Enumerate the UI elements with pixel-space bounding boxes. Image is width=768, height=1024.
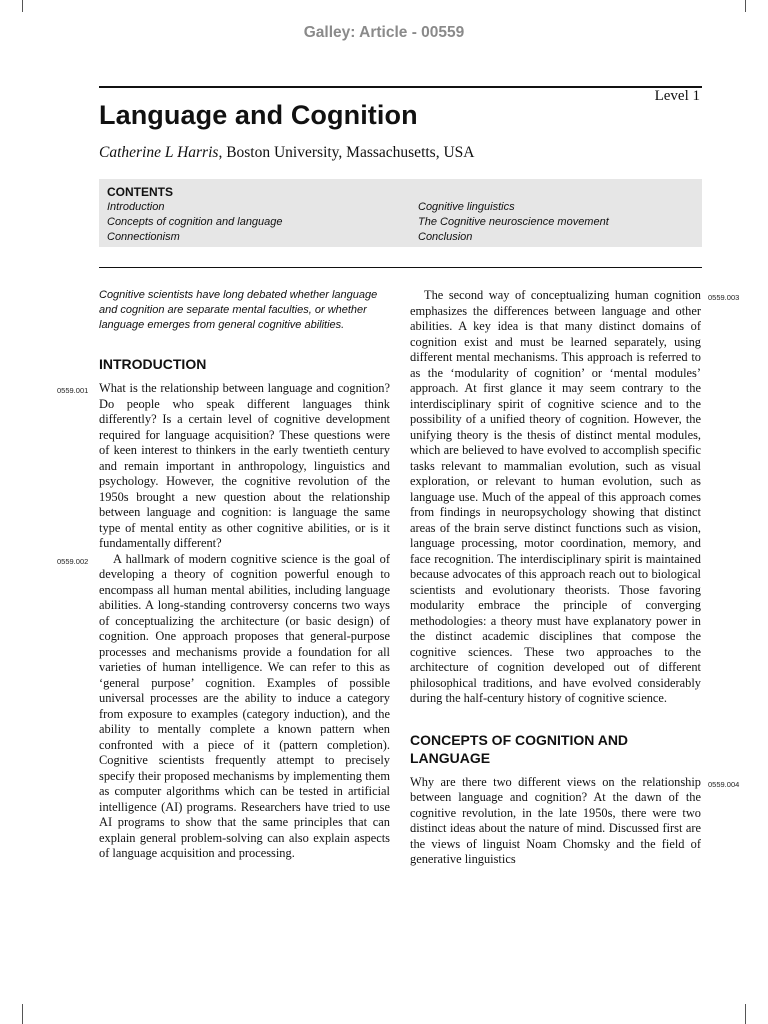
paragraph <box>57 551 390 862</box>
galley-header: Galley: Article - 00559 <box>303 24 465 41</box>
section-heading-concepts: CONCEPTS OF COGNITION AND LANGUAGE <box>410 731 629 766</box>
author-name: Catherine L Harris <box>99 144 219 161</box>
paragraph-id: 0559.003 <box>708 293 740 302</box>
crop-mark-top-left <box>22 0 23 12</box>
paragraph-text: The second way of conceptualizing human cognition emphasizes the differences between language and other abilities. A key idea is that many distinct domains of cognition exist and must be learned separately, using different mental mechanisms. This approach is referred to as the ‘modularity of cognition’ or ‘mental modules’ approach. At first glance it may seem contrary to the interdisciplinary spirit of cognitive science and to the possibility of a unified theory of cognition. However, the unifying theory is the thesis of distinct mental modules, which are believed to have evolved to accomplish specific tasks relevant to mammalian evolution, such as visual exploration, or relevant to human evolution, such as language use. Much of the appeal of this approach comes from findings in neuropsychology showing that distinct areas of the brain serve distinct functions such as vision, language processing, motor coordination, memory, and face recognition. The interdisciplinary spirit is maintained because advocates of this approach reach out to biological scientists and evolutionary theorists. Those favoring modularity embrace the principle of converging methodologies: a theory must have explanatory power in the distinct academic disciplines that compose the cognitive sciences. These two approaches to the architecture of cognition developed out of different philosophical traditions, and have evolved considerably during the half-century history of cognitive science. <box>410 288 701 705</box>
contents-item[interactable]: Introduction <box>107 201 165 213</box>
contents-item[interactable]: Conclusion <box>418 231 473 243</box>
section-rule <box>99 267 702 268</box>
paragraph <box>410 774 740 868</box>
paragraph-text: A hallmark of modern cognitive science is the goal of developing a theory of cognition powerful enough to encompass all human mental abilities, including language abilities. A long-standing controversy concerns two ways of conceptualizing the architecture (or basic design) of cognition. One approach proposes that general-purpose processes and mechanisms provide a foundation for all varieties of human intelligence. We can refer to this as ‘general purpose’ cognition. Examples of possible universal processes are the ability to induce a category from exposure to examples (category induction), and the ability to mentally complete a known pattern when confronted with a piece of it (pattern completion). Cognitive scientists frequently attempt to precisely specify their proposed mechanisms by implementing them as computer algorithms which can be tested in artificial intelligence (AI) programs. Researchers have tried to use AI programs to show that the same principles that can explain general problem-solving can also explain aspects of language acquisition and processing. <box>99 551 390 860</box>
paragraph-id: 0559.001 <box>57 386 89 395</box>
contents-box <box>99 179 702 247</box>
contents-item[interactable]: Cognitive linguistics <box>418 201 515 213</box>
paragraph <box>57 381 390 552</box>
contents-list-right <box>418 200 609 245</box>
crop-mark-bottom-right <box>745 1004 746 1024</box>
level-label: Level 1 <box>654 88 700 104</box>
contents-item[interactable]: Connectionism <box>107 231 180 243</box>
top-rule <box>99 86 702 88</box>
section-spacer <box>410 707 701 731</box>
contents-list-left <box>107 200 283 245</box>
contents-item[interactable]: Concepts of cognition and language <box>107 216 283 228</box>
left-column <box>57 288 390 862</box>
article-title: Language and Cognition <box>99 100 418 130</box>
author-line <box>99 144 474 162</box>
paragraph-text: Why are there two different views on the relationship between language and cognition? At the dawn of the cognitive revolution, in the late 1950s, there were two distinct ideas about the nature of mind. Discussed first are the views of linguist Noam Chomsky and the field of generative linguistics <box>410 774 701 866</box>
paragraph-id: 0559.004 <box>708 779 740 789</box>
paragraph <box>410 288 740 707</box>
abstract: Cognitive scientists have long debated whether language and cognition are separate mental faculties, or whether language emerges from general cognitive abilities. <box>99 289 378 331</box>
paragraph-id: 0559.002 <box>57 556 89 566</box>
crop-mark-bottom-left <box>22 1004 23 1024</box>
contents-heading: CONTENTS <box>107 185 173 199</box>
right-column <box>410 288 740 868</box>
contents-item[interactable]: The Cognitive neuroscience movement <box>418 216 609 228</box>
author-affiliation: , Boston University, Massachusetts, USA <box>218 144 475 161</box>
crop-mark-top-right <box>745 0 746 12</box>
section-heading-introduction: INTRODUCTION <box>99 356 207 372</box>
paragraph-text: What is the relationship between language and cognition? Do people who speak different languages think differently? Is a certain level of cognitive development required for language acquisition? These questions were of keen interest to thinkers in the early twentieth century and remain important in anthropology, linguistics and psychology. However, the cognitive revolution of the 1950s brought a new question about the relationship between language and cognition: is language the same type of mental entity as other cognitive abilities, or is it fundamentally different? <box>99 381 390 550</box>
